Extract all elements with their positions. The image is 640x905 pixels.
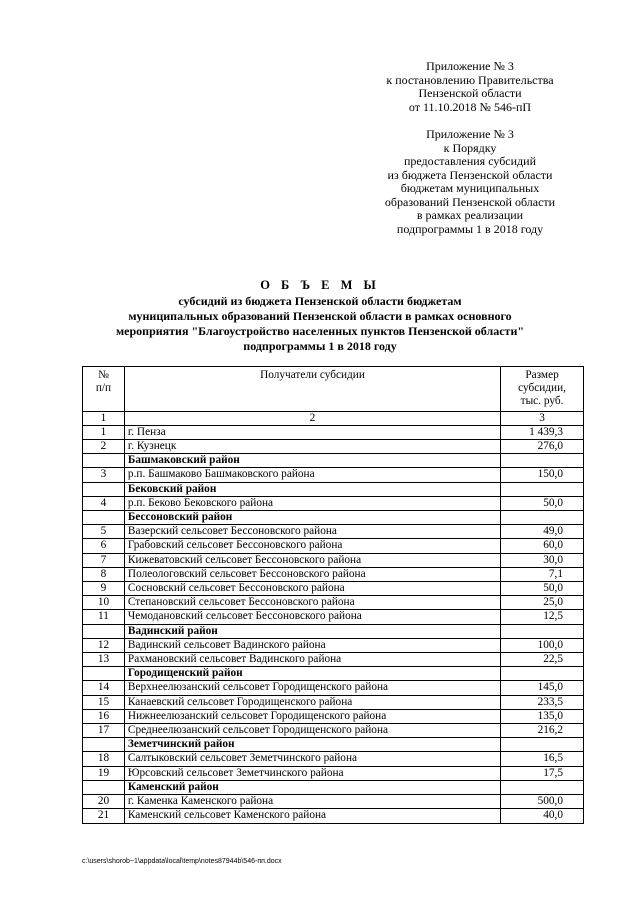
appendix-line: из бюджета Пензенской области [387,167,553,182]
header-number [83,367,125,412]
row-number-empty [83,454,125,468]
row-number: 2 [83,440,125,454]
table-header-row [83,367,584,412]
table-row [83,653,584,667]
appendix-line: подпрограммы 1 в 2018 году [396,221,544,236]
row-number-empty [83,667,125,681]
table-row [83,596,584,610]
appendix-line: образований Пензенской области [384,194,556,209]
recipient-name: Рахмановский сельсовет Вадинского района [124,653,500,667]
row-number: 19 [83,766,125,780]
appendix-line: от 11.10.2018 № 546-пП [408,99,532,114]
column-number: 2 [124,411,500,425]
subsidy-amount: 233,5 [501,695,584,709]
table-row [83,724,584,738]
table-row [83,681,584,695]
district-row [83,511,584,525]
appendix-line: к Порядку [443,140,497,155]
row-number-empty [83,482,125,496]
row-number: 7 [83,553,125,567]
appendix-line: предоставления субсидий [403,154,537,168]
recipient-name: Степановский сельсовет Бессоновского района [124,596,500,610]
row-value-empty [501,738,584,752]
header-amount [501,367,584,412]
district-name: Бековский район [124,482,500,496]
table-row [83,809,584,823]
subsidy-amount: 22,5 [501,653,584,667]
district-row [83,667,584,681]
appendix-note [350,60,590,250]
row-number-empty [83,780,125,794]
district-name: Вадинский район [124,624,500,638]
subsidy-amount: 50,0 [501,496,584,510]
row-number: 12 [83,638,125,652]
recipient-name: г. Пенза [124,425,500,439]
table-row [83,695,584,709]
district-name: Каменский район [124,780,500,794]
recipient-name: р.п. Беково Бековского района [124,496,500,510]
recipient-name: Чемодановский сельсовет Бессоновского района [124,610,500,624]
row-number-empty [83,511,125,525]
recipient-name: Вадинский сельсовет Вадинского района [124,638,500,652]
appendix-line: Пензенской области [418,86,522,100]
subsidy-amount: 17,5 [501,766,584,780]
subsidy-amount: 1 439,3 [501,425,584,439]
row-value-empty [501,511,584,525]
row-number-empty [83,738,125,752]
appendix-block-decree [350,60,590,114]
row-number: 3 [83,468,125,482]
row-number: 8 [83,567,125,581]
table-row [83,709,584,723]
row-value-empty [501,667,584,681]
subsidy-amount: 12,5 [501,610,584,624]
recipient-name: Каменский сельсовет Каменского района [124,809,500,823]
table-row [83,553,584,567]
recipient-name: Салтыковский сельсовет Земетчинского района [124,752,500,766]
subsidy-amount: 145,0 [501,681,584,695]
subsidy-amount: 40,0 [501,809,584,823]
recipient-name: Полеологовский сельсовет Бессоновского района [124,567,500,581]
row-number-empty [83,624,125,638]
district-row [83,780,584,794]
row-number: 10 [83,596,125,610]
header-recipients: Получатели субсидии [124,367,500,412]
district-name: Земетчинский район [124,738,500,752]
district-name: Башмаковский район [124,454,500,468]
recipient-name: Нижнеелюзанский сельсовет Городищенского района [124,709,500,723]
recipient-name: Верхнеелюзанский сельсовет Городищенского района [124,681,500,695]
recipient-name: г. Кузнецк [124,440,500,454]
table-row [83,539,584,553]
table-row [83,752,584,766]
table-row [83,795,584,809]
table-row [83,567,584,581]
column-number: 1 [83,411,125,425]
subsidy-amount: 276,0 [501,440,584,454]
recipient-name: Кижеватовский сельсовет Бессоновского района [124,553,500,567]
row-value-empty [501,624,584,638]
subsidy-amount: 50,0 [501,582,584,596]
heading-line: субсидий из бюджета Пензенской области бюджетам [178,294,462,308]
district-row [83,738,584,752]
subsidy-amount: 30,0 [501,553,584,567]
row-number: 15 [83,695,125,709]
recipient-name: Юрсовский сельсовет Земетчинского района [124,766,500,780]
row-number: 4 [83,496,125,510]
table-row [83,525,584,539]
table-row [83,440,584,454]
district-name: Городищенский район [124,667,500,681]
subsidy-amount: 135,0 [501,709,584,723]
recipient-name: р.п. Башмаково Башмаковского района [124,468,500,482]
table-row [83,425,584,439]
appendix-block-procedure [350,128,590,236]
header-amount-line1: Размер [525,369,559,381]
row-value-empty [501,780,584,794]
row-value-empty [501,482,584,496]
document-title: О Б Ъ Е М Ы [260,278,380,292]
table-row [83,638,584,652]
row-number: 18 [83,752,125,766]
document-heading [70,278,570,354]
row-number: 13 [83,653,125,667]
district-row [83,454,584,468]
row-value-empty [501,454,584,468]
subsidy-amount: 100,0 [501,638,584,652]
appendix-line: к постановлению Правительства [386,72,554,87]
recipient-name: Грабовский сельсовет Бессоновского района [124,539,500,553]
subsidy-amount: 16,5 [501,752,584,766]
row-number: 9 [83,582,125,596]
row-number: 14 [83,681,125,695]
row-number: 1 [83,425,125,439]
subsidy-amount: 500,0 [501,795,584,809]
district-row [83,482,584,496]
header-number-line2: п/п [95,382,112,395]
header-number-line1: № [98,369,109,381]
row-number: 20 [83,795,125,809]
appendix-line: в рамках реализации [416,208,524,222]
header-amount-line2: субсидии, [518,382,566,395]
recipient-name: Вазерский сельсовет Бессоновского района [124,525,500,539]
row-number: 17 [83,724,125,738]
subsidy-amount: 49,0 [501,525,584,539]
district-name: Бессоновский район [124,511,500,525]
row-number: 11 [83,610,125,624]
subsidy-amount: 216,2 [501,724,584,738]
table-row [83,496,584,510]
appendix-line: Приложение № 3 [426,127,514,141]
table-row [83,610,584,624]
header-amount-line3: тыс. руб. [520,395,564,408]
heading-line: муниципальных образований Пензенской области в рамках основного [128,309,512,323]
recipient-name: Канаевский сельсовет Городищенского района [124,695,500,709]
file-path-footer: c:\users\shorob~1\appdata\local\temp\notes87944b\546-пп.docx [82,858,282,865]
subsidy-amount: 25,0 [501,596,584,610]
subsidy-amount: 7,1 [501,567,584,581]
column-number-row [83,411,584,425]
heading-line: мероприятия "Благоустройство населенных пунктов Пензенской области" [115,324,525,338]
column-number: 3 [501,411,584,425]
subsidy-amount: 150,0 [501,468,584,482]
recipient-name: Сосновский сельсовет Бессоновского района [124,582,500,596]
table-body [83,425,584,823]
recipient-name: г. Каменка Каменского района [124,795,500,809]
table-row [83,766,584,780]
appendix-line: бюджетам муниципальных [400,181,540,195]
heading-line: подпрограммы 1 в 2018 году [243,339,397,353]
row-number: 21 [83,809,125,823]
district-row [83,624,584,638]
row-number: 6 [83,539,125,553]
subsidy-table [82,366,584,824]
row-number: 5 [83,525,125,539]
table-row [83,468,584,482]
recipient-name: Среднеелюзанский сельсовет Городищенского района [124,724,500,738]
appendix-line: Приложение № 3 [426,59,514,73]
row-number: 16 [83,709,125,723]
subsidy-amount: 60,0 [501,539,584,553]
table-row [83,582,584,596]
